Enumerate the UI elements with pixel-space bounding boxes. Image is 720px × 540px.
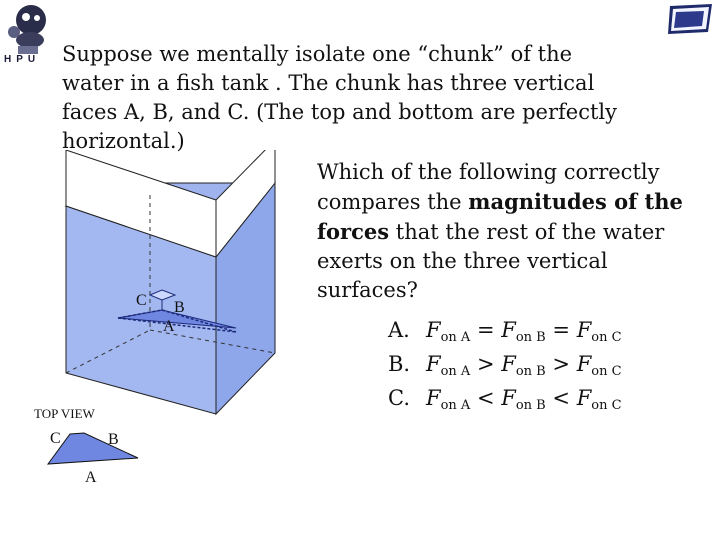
choice-a[interactable] xyxy=(388,313,708,347)
force-subscript: on C xyxy=(591,364,622,379)
top-view-label: TOP VIEW xyxy=(34,406,95,421)
force-subscript: on B xyxy=(515,364,546,379)
choice-letter: C. xyxy=(388,386,410,410)
top-view-triangle xyxy=(48,433,138,464)
question-part2: that the rest of the water exerts on the three vertical surfaces? xyxy=(317,220,665,302)
force-symbol: F xyxy=(501,352,516,376)
force-symbol: F xyxy=(426,318,441,342)
force-symbol: F xyxy=(501,318,516,342)
question-bold: magnitudes of the forces xyxy=(317,189,683,244)
choice-c[interactable] xyxy=(388,381,708,415)
force-symbol: F xyxy=(576,318,592,342)
operator: = xyxy=(470,318,502,342)
fish-tank-diagram xyxy=(0,150,320,490)
force-subscript: on C xyxy=(591,330,622,345)
force-symbol: F xyxy=(576,352,592,376)
force-symbol: F xyxy=(576,386,592,410)
operator: > xyxy=(470,352,502,376)
operator: > xyxy=(545,352,577,376)
choice-letter: A. xyxy=(388,318,410,342)
force-subscript: on A xyxy=(440,398,471,413)
operator: < xyxy=(470,386,502,410)
force-symbol: F xyxy=(426,386,441,410)
force-symbol: F xyxy=(501,386,516,410)
force-subscript: on A xyxy=(440,330,471,345)
operator: = xyxy=(545,318,577,342)
top-view-label-c: C xyxy=(50,430,61,447)
top-view-label-a: A xyxy=(85,469,97,486)
choice-b[interactable] xyxy=(388,347,708,381)
force-subscript: on C xyxy=(591,398,622,413)
chunk-label-b: B xyxy=(174,299,185,316)
force-subscript: on B xyxy=(515,398,546,413)
chunk-label-a: A xyxy=(163,318,175,335)
hpu-logo-icon xyxy=(664,2,718,36)
answer-choices xyxy=(388,313,708,415)
force-subscript: on A xyxy=(440,364,471,379)
logo-letters: HPU xyxy=(4,54,41,65)
question-text xyxy=(317,158,687,305)
top-view-label-b: B xyxy=(108,431,119,448)
operator: < xyxy=(545,386,577,410)
choice-letter: B. xyxy=(388,352,411,376)
question-part1: Which of the following correctly compares the xyxy=(317,160,660,214)
intro-text: Suppose we mentally isolate one “chunk” of the water in a fish tank . The chunk has three vertical faces A, B, and C. (The top and bottom are perfectly horizontal.) xyxy=(62,42,618,153)
chunk-label-c: C xyxy=(136,292,147,309)
force-symbol: F xyxy=(426,352,441,376)
force-subscript: on B xyxy=(515,330,546,345)
